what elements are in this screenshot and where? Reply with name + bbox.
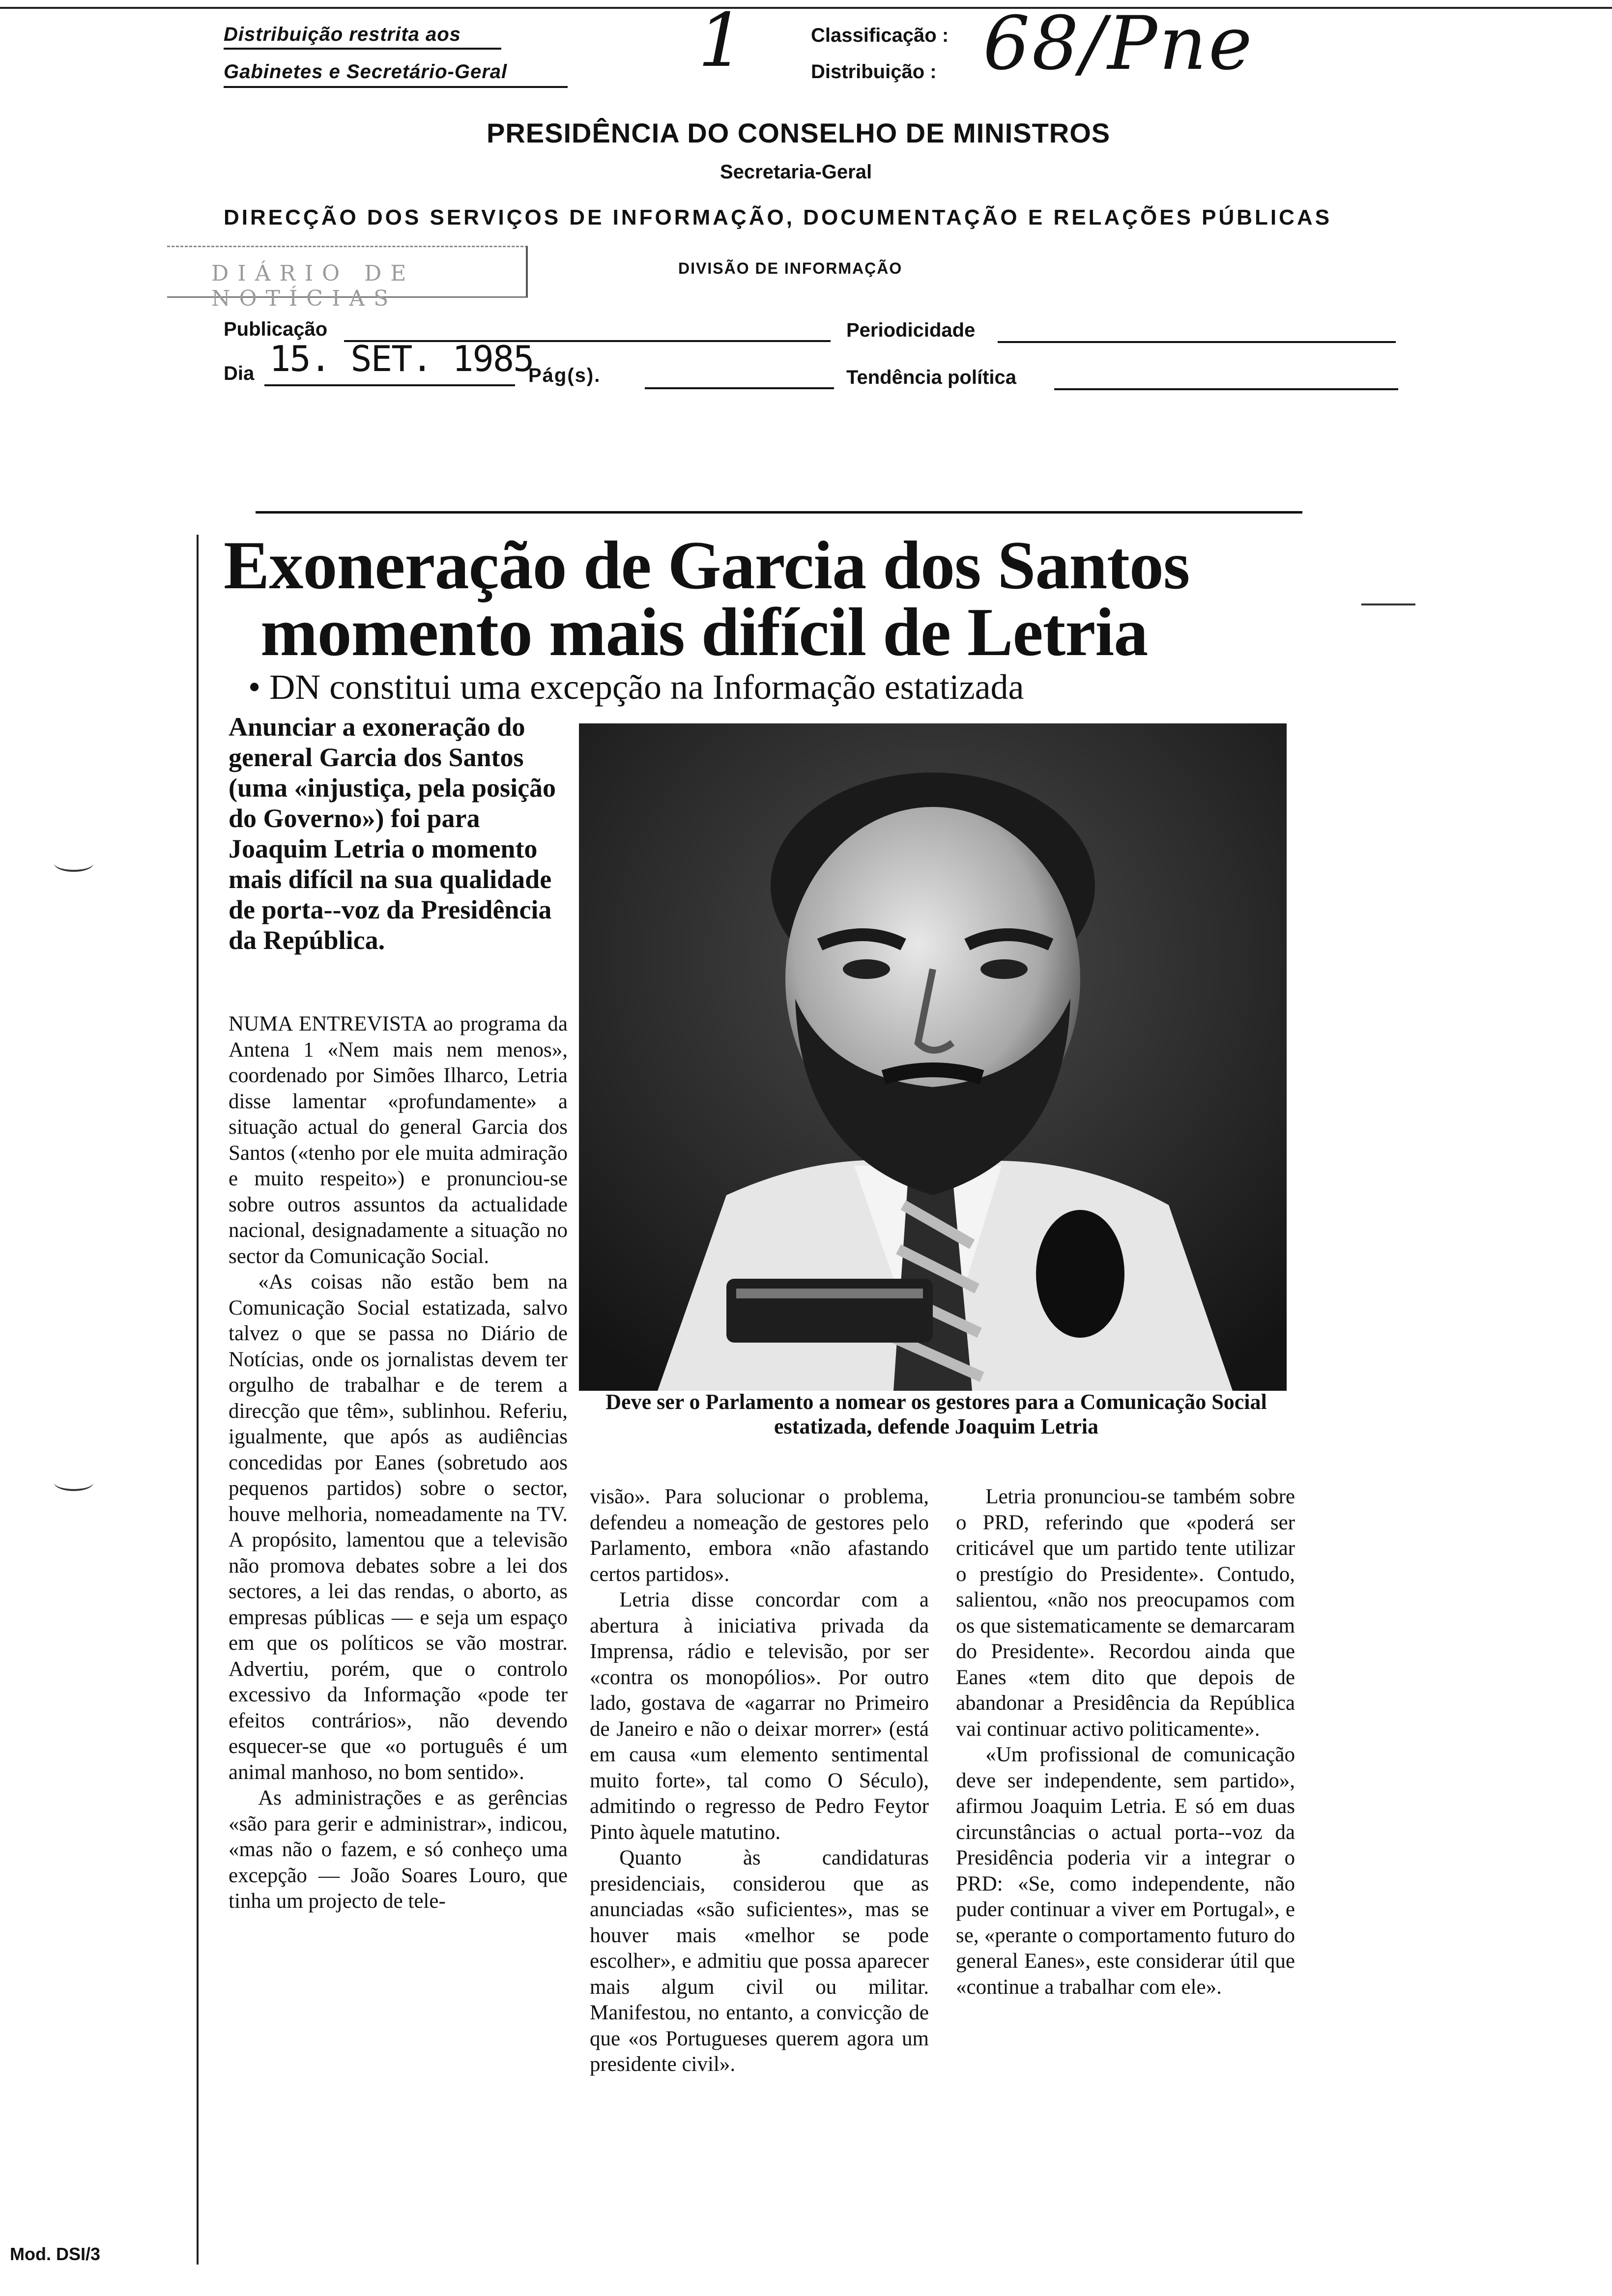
col1-paragraph-1: NUMA ENTREVISTA ao programa da Antena 1 «Nem mais nem menos», coordenado por Simões Ilharco, Letria disse lamentar «profundamente» a situação actual do general Garcia dos Santos («tenho por ele muita admiração e muito respeito») e pronunciou-se sobre outros assuntos da actualidade nacional, designadamente a situação no sector da Comunicação Social. — [229, 1012, 568, 1268]
headline-line2: momento mais difícil de Letria — [260, 594, 1148, 670]
col1-paragraph-3: As administrações e as gerências «são para gerir e administrar», indicou, «mas não o fazem, e só conheço uma excepção — João Soares Louro, que tinha um projecto de tele- — [229, 1786, 568, 1913]
direction-line: DIRECÇÃO DOS SERVIÇOS DE INFORMAÇÃO, DOCUMENTAÇÃO E RELAÇÕES PÚBLICAS — [224, 205, 1332, 230]
division-label: DIVISÃO DE INFORMAÇÃO — [678, 259, 903, 277]
kicker: • DN constitui uma excepção na Informação estatizada — [248, 667, 1024, 707]
pags-label: Pág(s). — [528, 365, 601, 386]
col1-paragraph-2: «As coisas não estão bem na Comunicação Social estatizada, salvo talvez o que se passa no Diário de Notícias, onde os jornalistas devem ter orgulho de trabalhar e de terem a direcção que têm», sublinhou. Referiu, igualmente, que após as audiências concedidas por Eanes (sobretudo aos pequenos partidos) sobre o sector, houve melhoria, nomeadamente na TV. A propósito, lamentou que a televisão não promova debates sobre a lei dos sectores, a lei das rendas, o aborto, as empresas públicas — e seja um espaço em que os políticos se vão mostrar. Advertiu, porém, que o controlo excessivo da Informação «pode ter efeitos contrários», não devendo esquecer-se que «o português é um animal manhoso, no bom sentido». — [229, 1270, 568, 1784]
margin-tick-left-2 — [54, 1474, 93, 1491]
headline-line1: Exoneração de Garcia dos Santos — [224, 527, 1190, 603]
column-3 — [956, 1484, 1295, 2000]
tendencia-line — [1054, 388, 1398, 390]
col2-paragraph-2: Letria disse concordar com a abertura à iniciativa privada da Imprensa, rádio e televisão, por ser «contra os monopólios». Por outro lado, gostava de «agarrar no Primeiro de Janeiro e não o deixar morrer» (está em causa «um elemento sentimental muito forte», tal como O Século), admitindo o regresso de Pedro Feytor Pinto àquele matutino. — [590, 1588, 929, 1844]
column-1 — [229, 1011, 568, 1915]
tendencia-label: Tendência política — [846, 367, 1016, 388]
org-title: PRESIDÊNCIA DO CONSELHO DE MINISTROS — [487, 117, 1111, 148]
top-rule — [0, 7, 1612, 9]
col3-paragraph-1: Letria pronunciou-se também sobre o PRD, referindo que «poderá ser criticável que um partido tente utilizar o prestígio do Presidente». Contudo, salientou, «não nos preocupamos com os que sistematicamente se demarcaram do Presidente». Recordou ainda que Eanes «tem dito que depois de abandonar a Presidência da República vai continuar activo politicamente». — [956, 1485, 1295, 1741]
restricted-distribution-line1: Distribuição restrita aos — [224, 24, 501, 50]
periodicidade-label: Periodicidade — [846, 319, 976, 341]
portrait-photo — [579, 723, 1287, 1391]
clipping-top-rule — [256, 511, 1302, 514]
col3-paragraph-2: «Um profissional de comunicação deve ser independente, sem partido», afirmou Joaquim Letria. E só em duas circunstâncias o actual porta--voz da Presidência poderia vir a integrar o PRD: «Se, como independente, não puder continuar a viver em Portugal», e se, «perante o comportamento futuro do general Eanes», este considerar útil que «continue a trabalhar com ele». — [956, 1743, 1295, 1999]
portrait-illustration — [579, 723, 1287, 1391]
restricted-distribution-line2: Gabinetes e Secretário-Geral — [224, 61, 568, 88]
dia-label: Dia — [224, 363, 255, 384]
margin-tick-left-1 — [54, 855, 93, 872]
newspaper-stamp — [167, 246, 528, 311]
form-model-label: Mod. DSI/3 — [10, 2244, 101, 2264]
pags-line — [645, 387, 834, 389]
clipping-left-rule — [197, 535, 199, 2265]
col2-paragraph-1: visão». Para solucionar o problema, defendeu a nomeação de gestores pelo Parlamento, embora «não afastando certos partidos». — [590, 1485, 929, 1586]
col2-paragraph-3: Quanto às candidaturas presidenciais, considerou que as anunciadas «são suficientes», mas se houver mais «melhor se pode escolher», e admitiu que possa aparecer mais algum civil ou militar. Manifestou, no entanto, a convicção de que «os Portugueses querem agora um presidente civil». — [590, 1846, 929, 2076]
distribuicao-label: Distribuição : — [811, 61, 937, 83]
org-subtitle: Secretaria-Geral — [720, 161, 872, 183]
stamp-text: DIÁRIO DE NOTÍCIAS — [211, 261, 415, 311]
photo-caption: Deve ser o Parlamento a nomear os gestores para a Comunicação Social estatizada, defende Joaquim Letria — [605, 1390, 1267, 1438]
margin-tick-right — [1361, 603, 1415, 605]
handwritten-classification-code: 68/Pne — [983, 1, 1254, 86]
dia-line — [264, 384, 515, 386]
column-2 — [590, 1484, 929, 2078]
publicacao-label: Publicação — [224, 318, 328, 340]
dia-value: 15. SET. 1985 — [269, 338, 534, 379]
handwritten-page-mark: 1 — [698, 0, 745, 84]
lead-paragraph: Anunciar a exoneração do general Garcia dos Santos (uma «injustiça, pela posição do Governo») foi para Joaquim Letria o momento mais difícil na sua qualidade de porta--voz da Presidência da República. — [229, 712, 556, 955]
periodicidade-line — [998, 341, 1396, 343]
classificacao-label: Classificação : — [811, 25, 949, 46]
